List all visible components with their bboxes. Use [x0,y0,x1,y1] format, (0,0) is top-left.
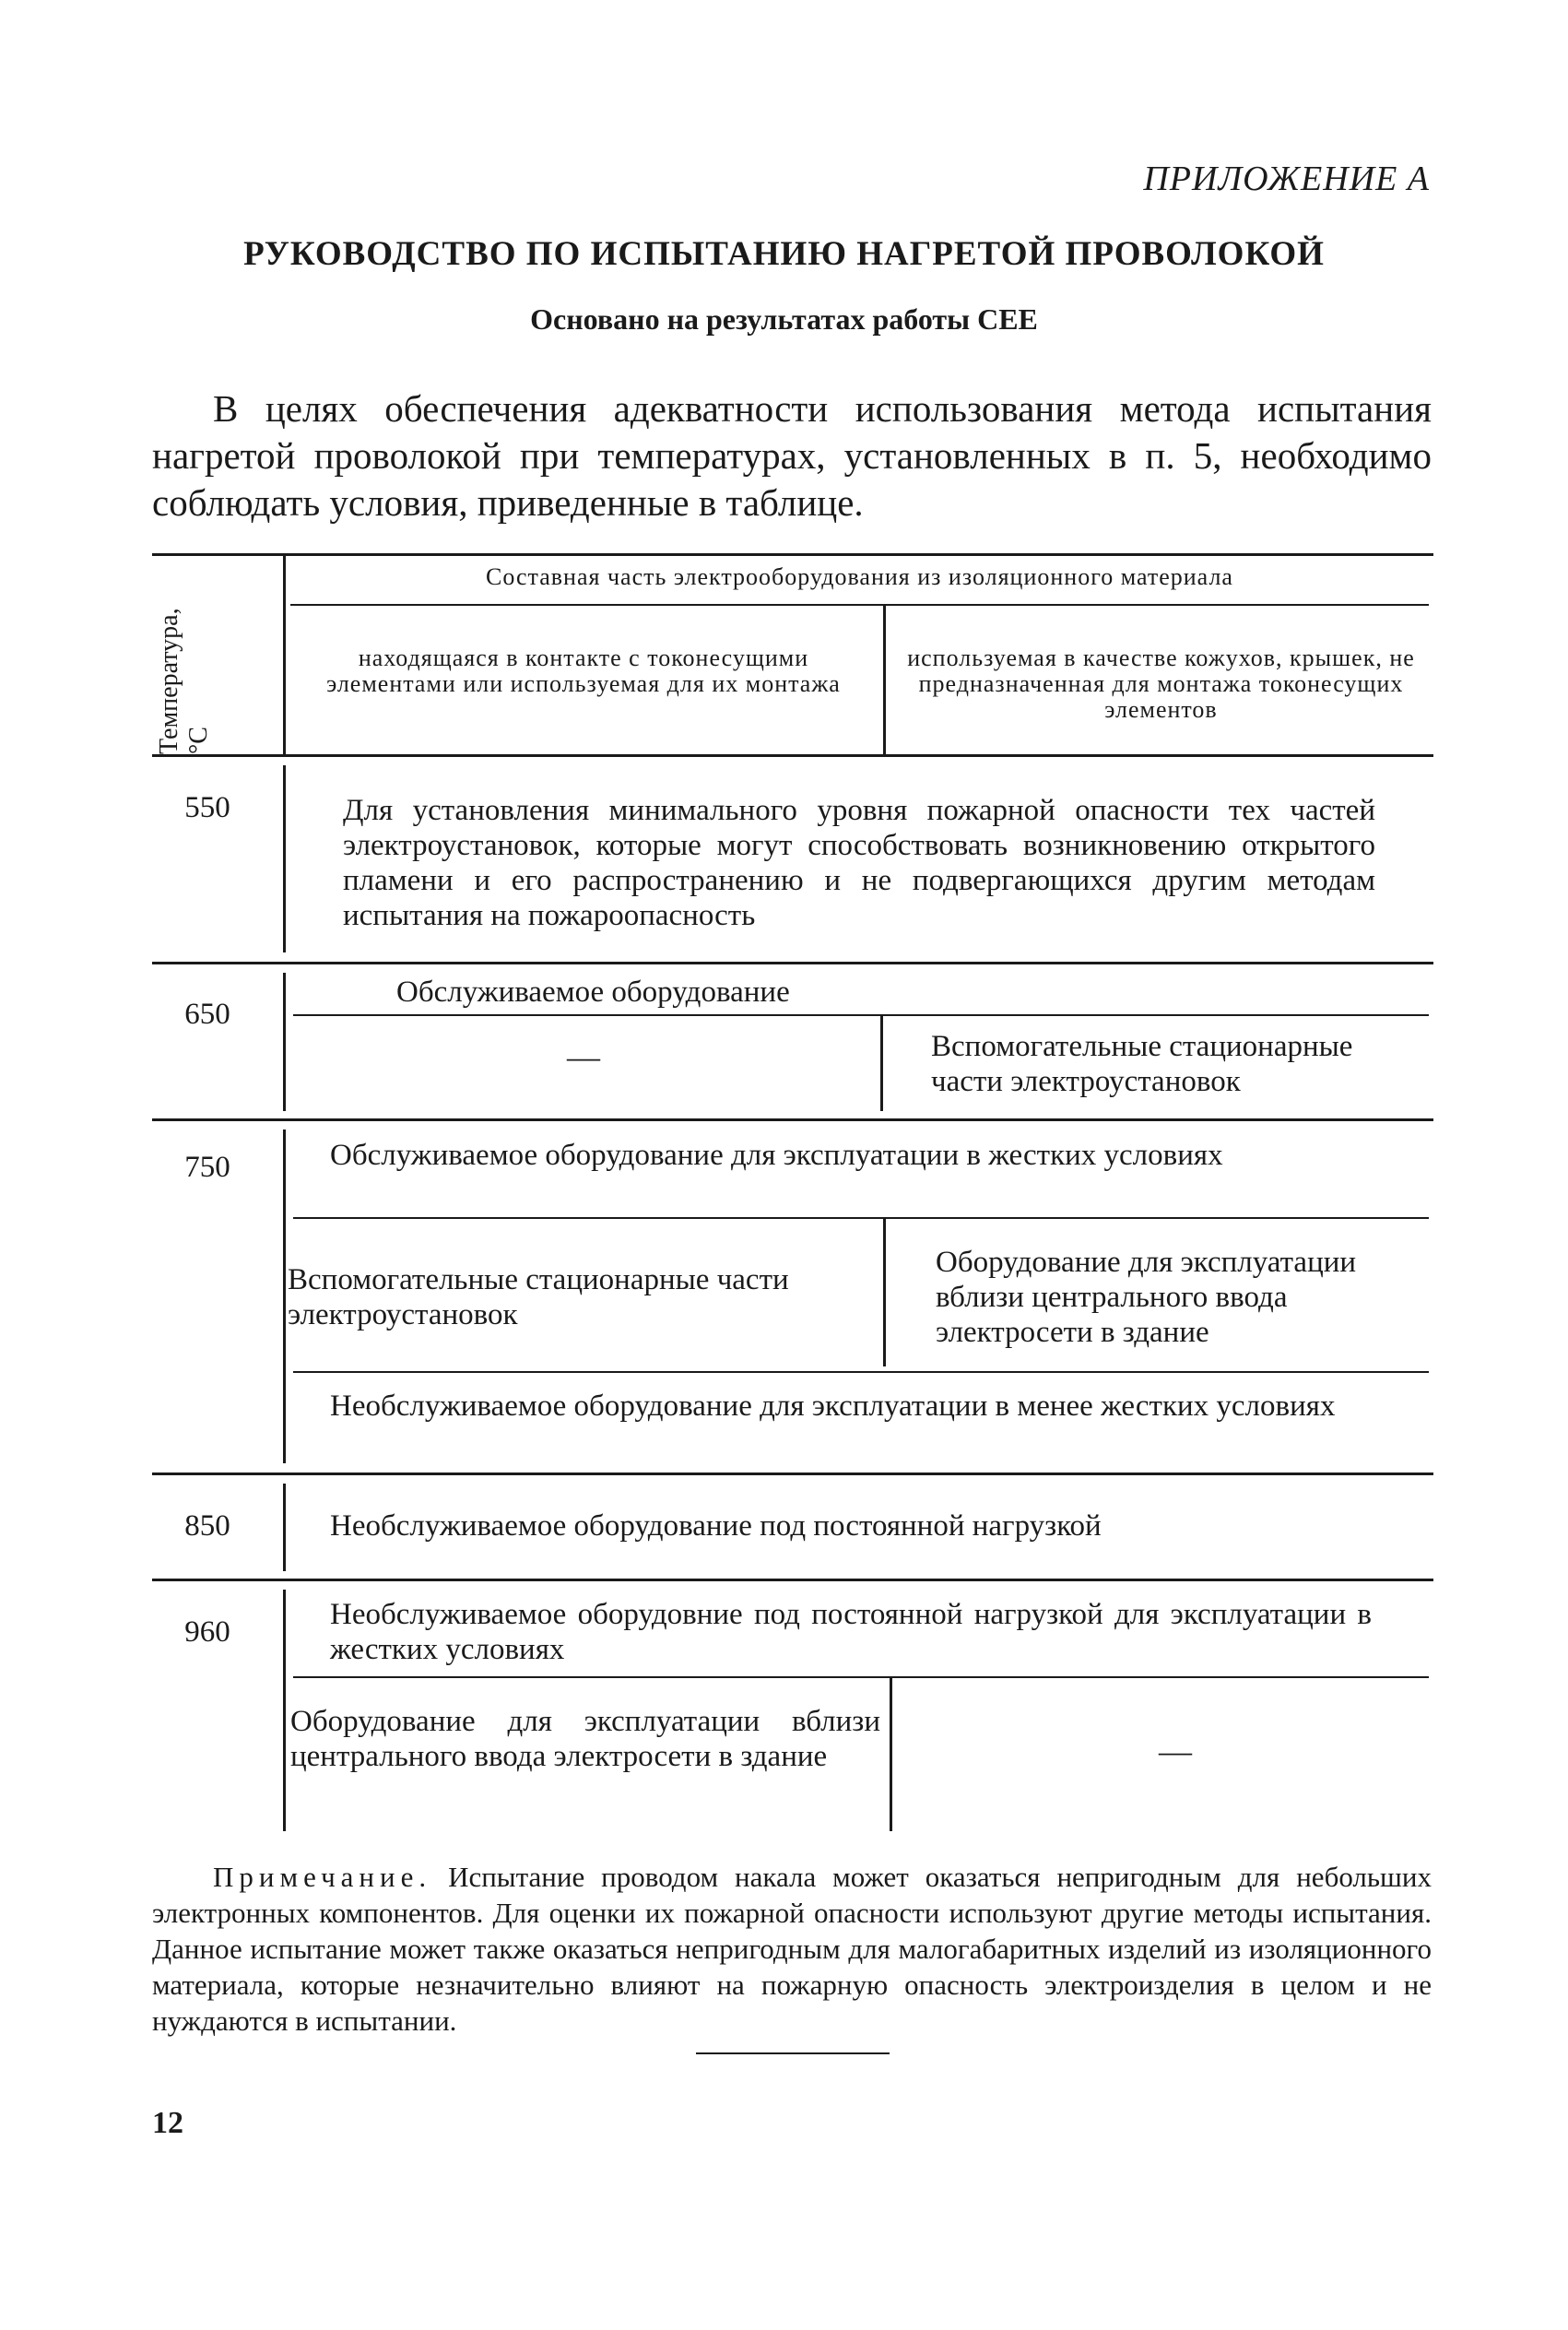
table-row-650-left: — [567,1038,600,1075]
header-bottom-rule [152,754,1433,757]
subheader-contact: находящаяся в контакте с токонесущими элементами или используемая для их монтажа [326,645,841,697]
row-divider [283,1484,286,1571]
table-row-temp-550: 550 [184,791,230,824]
note-paragraph [152,1859,1432,2039]
table-row-750-text-2: Необслуживаемое оборудование для эксплуатации в менее жестких условиях [330,1390,1336,1423]
row-subrule [293,1371,1429,1373]
table-row-650-text: Обслуживаемое оборудование [396,976,790,1009]
note-text: Испытание проводом накала может оказаться непригодным для небольших электронных компонентов. Для оценки их пожарной опасности используют другие методы испытания. Данное испытание может также оказаться непригодным для малогабаритных изделий из изоляционного материала, которые незначительно влияют на пожарную опасность электроизделия в целом и не нуждаются в испытании. [152,1861,1432,2037]
table-row-temp-650: 650 [184,998,230,1031]
table-top-rule [152,553,1433,556]
row-divider [283,765,286,952]
table-row-750-right: Оборудование для эксплуатации вблизи центрального ввода электросети в здание [936,1246,1357,1349]
row-subrule [293,1676,1429,1678]
page-title: РУКОВОДСТВО ПО ИСПЫТАНИЮ НАГРЕТОЙ ПРОВОЛОКОЙ [243,235,1325,273]
intro-paragraph: В целях обеспечения адекватности использования метода испытания нагретой проволокой при температурах, установленных в п. 5, необходимо соблюдать условия, приведенные в таблице. [152,387,1432,524]
row-rule [152,1473,1433,1475]
temperature-column-header: Температура, °С [155,608,213,754]
row-divider [283,1590,286,1831]
page-subtitle: Основано на результатах работы СЕЕ [530,302,1038,336]
table-header-divider [283,553,286,754]
cell-divider [890,1676,892,1831]
group-header-rule [290,604,1429,606]
table-row-temp-960: 960 [184,1615,230,1649]
row-rule [152,1118,1433,1121]
table-row-960-right: — [1159,1733,1192,1769]
subheader-divider [883,604,886,754]
row-subrule [293,1217,1429,1219]
table-row-650-right: Вспомогательные стационарные части электроустановок [931,1030,1353,1098]
end-rule [696,2052,890,2054]
table-row-temp-750: 750 [184,1151,230,1184]
page-number: 12 [152,2106,183,2140]
table-row-960-text: Необслуживаемое оборудовние под постоянной нагрузкой для эксплуатации в жестких условиях [330,1598,1372,1666]
row-divider [283,1130,286,1463]
appendix-label: ПРИЛОЖЕНИЕ А [1143,160,1430,198]
row-rule [152,962,1433,964]
table-row-550-text: Для установления минимального уровня пожарной опасности тех частей электроустановок, которые могут способствовать возникновению открытого пламени и его распространению и не подвергающихся другим методам испытания на пожароопасность [343,794,1375,932]
table-row-750-text: Обслуживаемое оборудование для эксплуатации в жестких условиях [330,1139,1223,1172]
table-row-750-left: Вспомогательные стационарные части электроустановок [288,1263,789,1331]
note-label: Примечание. [213,1861,432,1893]
cell-divider [883,1217,886,1366]
group-header: Составная часть электрооборудования из изоляционного материала [486,563,1233,590]
row-rule [152,1579,1433,1581]
row-subrule [293,1014,1429,1016]
cell-divider [880,1014,883,1111]
table-row-850-text: Необслуживаемое оборудование под постоянной нагрузкой [330,1509,1102,1543]
table-row-temp-850: 850 [184,1509,230,1543]
subheader-housing: используемая в качестве кожухов, крышек, не предназначенная для монтажа токонесущих элементов [907,645,1415,723]
row-divider [283,973,286,1111]
table-row-960-left: Оборудование для эксплуатации вблизи центрального ввода электросети в здание [290,1705,880,1773]
